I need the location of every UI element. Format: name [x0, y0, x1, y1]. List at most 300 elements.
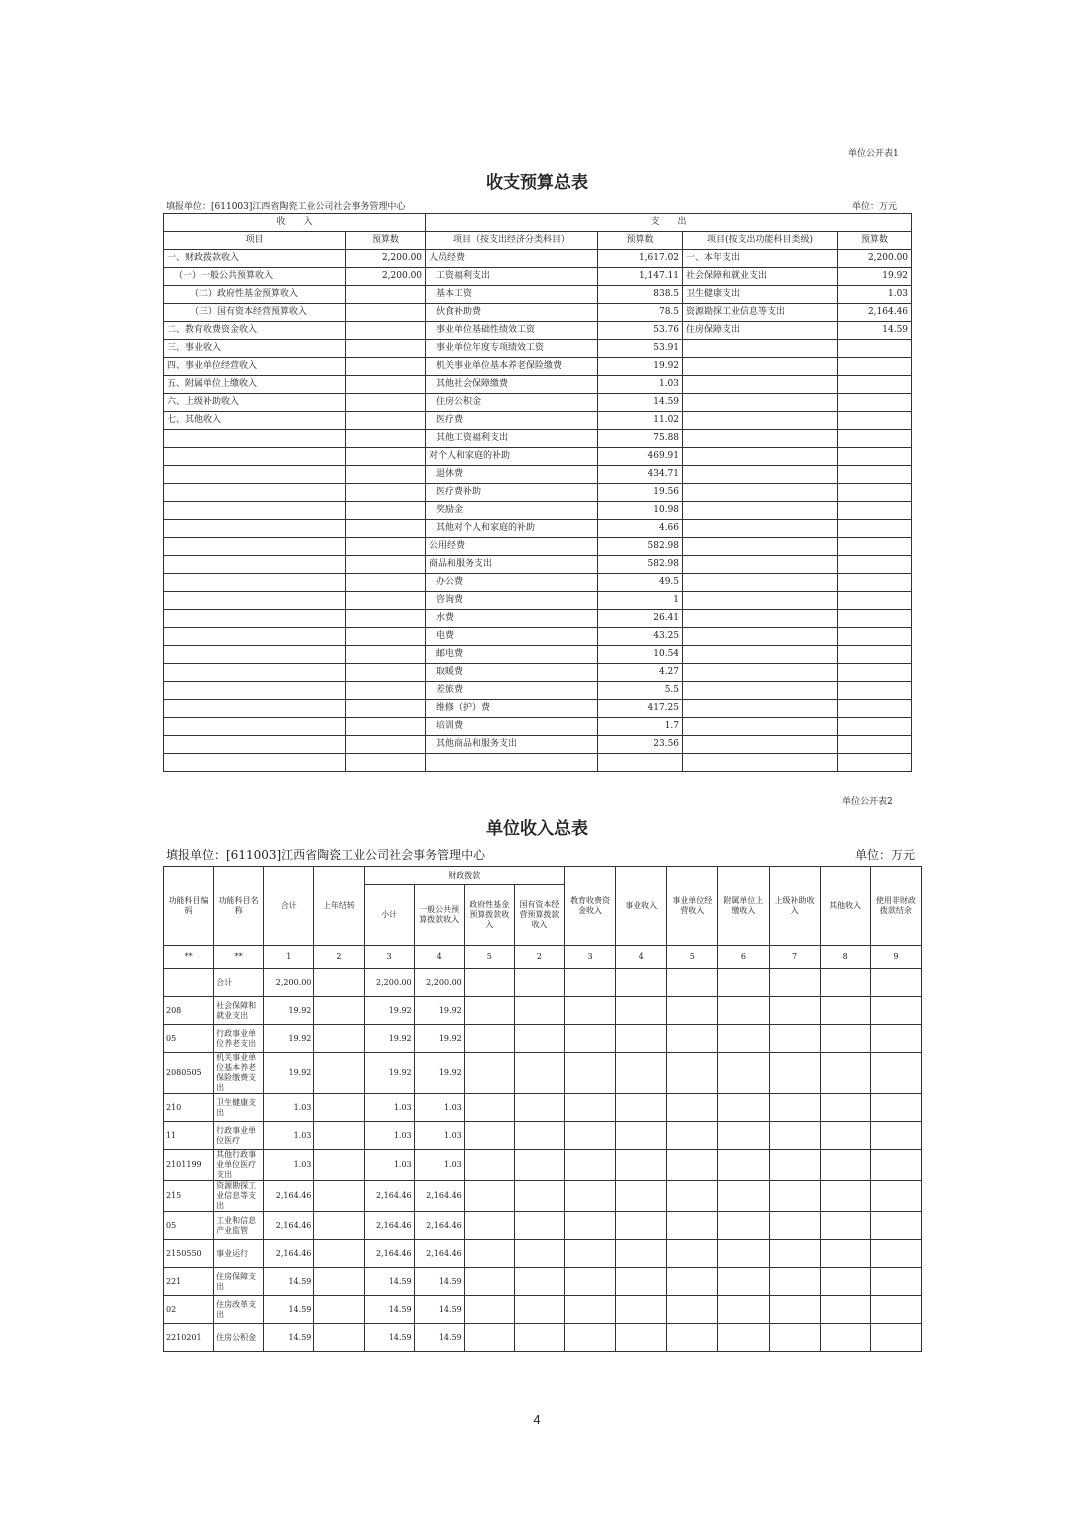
table-cell	[164, 628, 346, 646]
index-row	[164, 946, 922, 969]
table-cell: 10.54	[598, 646, 683, 664]
table-cell	[820, 1053, 870, 1094]
table-cell	[346, 466, 426, 484]
table-cell	[616, 1296, 667, 1324]
table-cell: 一、财政拨款收入	[164, 250, 346, 268]
table-cell: 23.56	[598, 736, 683, 754]
table-cell	[718, 1150, 769, 1181]
table-cell	[346, 610, 426, 628]
table-cell	[838, 466, 912, 484]
table-cell	[870, 969, 921, 997]
table-cell	[683, 736, 838, 754]
col-header: 项目(按支出功能科目类级)	[683, 232, 838, 250]
table-cell	[616, 1324, 667, 1352]
table2-unit: 单位：万元	[855, 848, 916, 862]
table-cell: 邮电费	[426, 646, 598, 664]
table-cell	[838, 754, 912, 772]
table-cell	[565, 1212, 616, 1240]
table-cell	[346, 304, 426, 322]
table-cell	[565, 1324, 616, 1352]
table-cell	[769, 1296, 820, 1324]
table-cell	[314, 1296, 364, 1324]
index-cell: **	[214, 946, 264, 969]
table-cell: 02	[164, 1296, 214, 1324]
table-cell	[820, 1240, 870, 1268]
table-cell	[838, 628, 912, 646]
table-cell	[346, 286, 426, 304]
table-cell	[838, 520, 912, 538]
table-row	[164, 430, 912, 448]
table-cell: 资源勘探工业信息等支出	[214, 1181, 264, 1212]
table-cell	[838, 412, 912, 430]
table-row	[164, 484, 912, 502]
table-cell	[346, 448, 426, 466]
table-cell: 三、事业收入	[164, 340, 346, 358]
col-header: 政府性基金预算拨款收入	[464, 885, 514, 946]
table-cell: 4.27	[598, 664, 683, 682]
table-cell	[683, 466, 838, 484]
table-cell: 行政事业单位医疗	[214, 1122, 264, 1150]
table-cell	[346, 574, 426, 592]
table-cell: 19.56	[598, 484, 683, 502]
table-cell	[870, 1240, 921, 1268]
table-cell	[164, 466, 346, 484]
table-cell	[870, 1025, 921, 1053]
table-cell: 咨询费	[426, 592, 598, 610]
group-header: 财政拨款	[364, 867, 565, 885]
table-cell	[838, 556, 912, 574]
table-cell	[667, 1025, 718, 1053]
table-cell	[838, 682, 912, 700]
index-cell: 2	[514, 946, 564, 969]
table-cell	[667, 1094, 718, 1122]
table-cell: 2,164.46	[838, 304, 912, 322]
table-cell	[718, 1025, 769, 1053]
table-cell	[346, 484, 426, 502]
table2-label: 单位公开表2	[842, 797, 893, 807]
table-cell: 2,200.00	[346, 250, 426, 268]
table-cell	[838, 592, 912, 610]
table-cell	[683, 754, 838, 772]
table-row	[164, 358, 912, 376]
table-cell: 19.92	[364, 1053, 414, 1094]
table-cell: 26.41	[598, 610, 683, 628]
table-cell	[820, 1296, 870, 1324]
table-cell	[870, 997, 921, 1025]
table-cell: 2,164.46	[264, 1240, 314, 1268]
table-cell	[683, 718, 838, 736]
table-cell: 1,147.11	[598, 268, 683, 286]
col-header: 使用非财政拨款结余	[870, 867, 921, 946]
table-cell	[667, 1150, 718, 1181]
col-header: 项目（按支出经济分类科目）	[426, 232, 598, 250]
table-cell: 合计	[214, 969, 264, 997]
index-cell: 3	[364, 946, 414, 969]
table-row	[164, 1122, 922, 1150]
table-cell: 医疗费补助	[426, 484, 598, 502]
table-cell: 582.98	[598, 556, 683, 574]
table-cell	[769, 1025, 820, 1053]
index-cell: 5	[464, 946, 514, 969]
table-cell	[616, 1025, 667, 1053]
table-cell	[616, 1094, 667, 1122]
table-cell	[346, 358, 426, 376]
table-cell	[164, 682, 346, 700]
table-cell	[314, 969, 364, 997]
table-cell	[464, 1053, 514, 1094]
table-cell: 基本工资	[426, 286, 598, 304]
table-cell	[464, 1150, 514, 1181]
table-cell	[683, 502, 838, 520]
table-cell	[870, 1268, 921, 1296]
table-cell: 4.66	[598, 520, 683, 538]
table-cell	[314, 1212, 364, 1240]
table-cell	[769, 1094, 820, 1122]
table-cell: 工资福利支出	[426, 268, 598, 286]
table-cell	[769, 1150, 820, 1181]
table-cell: 78.5	[598, 304, 683, 322]
table-cell	[683, 682, 838, 700]
table-cell	[426, 754, 598, 772]
table-cell	[464, 1212, 514, 1240]
index-cell: 1	[264, 946, 314, 969]
col-header: 事业收入	[616, 867, 667, 946]
table-cell	[838, 394, 912, 412]
index-cell: 8	[820, 946, 870, 969]
table-row	[164, 1150, 922, 1181]
col-header: 预算数	[838, 232, 912, 250]
table1-title: 收支预算总表	[486, 173, 588, 193]
table-cell	[346, 502, 426, 520]
table-cell	[769, 1324, 820, 1352]
table-cell	[838, 430, 912, 448]
table-cell	[838, 502, 912, 520]
table-cell: 住房保障支出	[214, 1268, 264, 1296]
table-cell: 社会保障和就业支出	[683, 268, 838, 286]
table-row	[164, 556, 912, 574]
table-cell: 住房保障支出	[683, 322, 838, 340]
table-cell: 14.59	[364, 1296, 414, 1324]
table-cell	[514, 997, 564, 1025]
table-cell: 2,164.46	[364, 1212, 414, 1240]
table-cell: 工业和信息产业监管	[214, 1212, 264, 1240]
table-row	[164, 1181, 922, 1212]
table2-title: 单位收入总表	[486, 819, 588, 839]
table-cell	[870, 1181, 921, 1212]
table-cell: 伙食补助费	[426, 304, 598, 322]
index-cell: 5	[667, 946, 718, 969]
table-cell: 2,164.46	[264, 1181, 314, 1212]
table-cell	[346, 376, 426, 394]
table-cell	[514, 1324, 564, 1352]
table-cell: 取暖费	[426, 664, 598, 682]
table-cell	[769, 1181, 820, 1212]
table-cell: 七、其他收入	[164, 412, 346, 430]
table-cell: 2,200.00	[838, 250, 912, 268]
table-cell	[514, 1053, 564, 1094]
table-cell: 1.03	[414, 1094, 464, 1122]
table-cell: 行政事业单位养老支出	[214, 1025, 264, 1053]
table-cell	[683, 484, 838, 502]
table-row	[164, 268, 912, 286]
table-cell: 卫生健康支出	[214, 1094, 264, 1122]
table-cell	[346, 340, 426, 358]
table-cell	[314, 1053, 364, 1094]
income-summary-table	[163, 866, 922, 1352]
table-row	[164, 1053, 922, 1094]
table-row	[164, 646, 912, 664]
table-cell	[314, 1150, 364, 1181]
table-cell	[820, 1094, 870, 1122]
budget-summary-table	[163, 213, 912, 772]
table-cell	[164, 736, 346, 754]
table-cell: 2080505	[164, 1053, 214, 1094]
table-cell	[514, 1150, 564, 1181]
table-cell: 二、教育收费资金收入	[164, 322, 346, 340]
table-cell: 住房改革支出	[214, 1296, 264, 1324]
table-cell	[565, 1025, 616, 1053]
table-cell	[838, 448, 912, 466]
table-cell	[514, 1122, 564, 1150]
table-cell	[346, 412, 426, 430]
table-cell	[346, 430, 426, 448]
table-cell: 19.92	[838, 268, 912, 286]
table-cell: 办公费	[426, 574, 598, 592]
table-cell	[464, 1122, 514, 1150]
table-cell	[683, 394, 838, 412]
table-cell: 其他商品和服务支出	[426, 736, 598, 754]
table-cell	[667, 1324, 718, 1352]
table-cell	[683, 376, 838, 394]
table-cell: 19.92	[264, 997, 314, 1025]
index-cell: **	[164, 946, 214, 969]
table-cell	[683, 412, 838, 430]
table-row	[164, 1094, 922, 1122]
col-header: 上级补助收入	[769, 867, 820, 946]
table-cell	[769, 1053, 820, 1094]
table-cell	[565, 1150, 616, 1181]
table-cell	[164, 592, 346, 610]
table-cell: （一）一般公共预算收入	[164, 268, 346, 286]
table-cell	[616, 1240, 667, 1268]
table-cell	[683, 646, 838, 664]
table-cell: 1.03	[264, 1094, 314, 1122]
table-cell	[870, 1094, 921, 1122]
table-row	[164, 322, 912, 340]
table-cell	[838, 484, 912, 502]
table-cell	[820, 1122, 870, 1150]
col-header: 教育收费资金收入	[565, 867, 616, 946]
table-cell	[164, 664, 346, 682]
table-row	[164, 340, 912, 358]
table-cell: 商品和服务支出	[426, 556, 598, 574]
col-header: 功能科目名称	[214, 867, 264, 946]
table-cell	[769, 997, 820, 1025]
table-cell	[616, 1150, 667, 1181]
table-cell: 14.59	[264, 1324, 314, 1352]
table-cell	[838, 340, 912, 358]
table-row	[164, 610, 912, 628]
table-row	[164, 718, 912, 736]
table-row	[164, 997, 922, 1025]
table-cell	[683, 538, 838, 556]
table-cell	[314, 1181, 364, 1212]
table-cell	[464, 1324, 514, 1352]
table-cell	[683, 592, 838, 610]
table-cell	[667, 1240, 718, 1268]
table-cell: 1.03	[264, 1122, 314, 1150]
table-cell	[820, 969, 870, 997]
table-cell	[164, 646, 346, 664]
table-cell	[683, 520, 838, 538]
table-cell	[667, 1181, 718, 1212]
table-cell	[314, 1025, 364, 1053]
table-cell: （三）国有资本经营预算收入	[164, 304, 346, 322]
table-cell	[565, 997, 616, 1025]
index-cell: 4	[616, 946, 667, 969]
table-cell: 221	[164, 1268, 214, 1296]
table-cell	[346, 538, 426, 556]
table-cell	[314, 1122, 364, 1150]
table-cell: 六、上级补助收入	[164, 394, 346, 412]
table-cell: 19.92	[264, 1025, 314, 1053]
table-cell: 14.59	[264, 1268, 314, 1296]
col-header: 预算数	[346, 232, 426, 250]
table-cell	[565, 1053, 616, 1094]
table-cell	[820, 997, 870, 1025]
table-cell: 2,164.46	[414, 1240, 464, 1268]
table-cell	[683, 610, 838, 628]
table-row	[164, 574, 912, 592]
table-cell	[514, 969, 564, 997]
col-header: 其他收入	[820, 867, 870, 946]
table-cell	[683, 340, 838, 358]
table-cell	[314, 997, 364, 1025]
table-cell	[718, 1240, 769, 1268]
table-cell: 434.71	[598, 466, 683, 484]
table-row	[164, 394, 912, 412]
table-row	[164, 1025, 922, 1053]
table-cell	[314, 1094, 364, 1122]
table-cell	[514, 1025, 564, 1053]
table-cell	[164, 610, 346, 628]
page-number: 4	[533, 1412, 541, 1427]
table-cell: 差旅费	[426, 682, 598, 700]
table-cell: 医疗费	[426, 412, 598, 430]
table-cell	[346, 322, 426, 340]
table-row	[164, 1268, 922, 1296]
table-cell	[565, 969, 616, 997]
table-cell	[820, 1324, 870, 1352]
table-cell	[870, 1122, 921, 1150]
table-cell: 19.92	[264, 1053, 314, 1094]
table-cell	[164, 718, 346, 736]
table-cell	[514, 1296, 564, 1324]
table-cell	[346, 592, 426, 610]
table-cell: 2,200.00	[364, 969, 414, 997]
table-cell: 事业单位年度专项绩效工资	[426, 340, 598, 358]
table-cell: 19.92	[598, 358, 683, 376]
table-cell: 事业单位基础性绩效工资	[426, 322, 598, 340]
table-cell	[820, 1181, 870, 1212]
table-cell	[565, 1268, 616, 1296]
table-cell: 机关事业单位基本养老保险缴费支出	[214, 1053, 264, 1094]
table-cell	[683, 448, 838, 466]
table-cell: 14.59	[598, 394, 683, 412]
table-cell: 1.03	[414, 1122, 464, 1150]
table-cell: 其他工资福利支出	[426, 430, 598, 448]
table-cell	[346, 628, 426, 646]
table-cell: 469.91	[598, 448, 683, 466]
table-row	[164, 502, 912, 520]
table-cell	[718, 1053, 769, 1094]
table-cell: 43.25	[598, 628, 683, 646]
table-cell: 维修（护）费	[426, 700, 598, 718]
table-cell	[683, 664, 838, 682]
table-cell: 电费	[426, 628, 598, 646]
table-cell	[838, 358, 912, 376]
table2-unit-name: 填报单位：[611003]江西省陶瓷工业公司社会事务管理中心	[166, 848, 486, 862]
table-cell: 1.03	[598, 376, 683, 394]
col-header: 预算数	[598, 232, 683, 250]
table-row	[164, 286, 912, 304]
table-row	[164, 969, 922, 997]
table-cell	[683, 556, 838, 574]
table-cell	[346, 646, 426, 664]
table-cell: 19.92	[364, 1025, 414, 1053]
table-cell: 2,164.46	[414, 1181, 464, 1212]
table-cell: 1.03	[364, 1150, 414, 1181]
table-cell	[769, 969, 820, 997]
table-cell	[683, 628, 838, 646]
table-cell	[598, 754, 683, 772]
table-cell	[164, 754, 346, 772]
table-row	[164, 682, 912, 700]
index-cell: 7	[769, 946, 820, 969]
table-cell: 2101199	[164, 1150, 214, 1181]
table-cell	[464, 1268, 514, 1296]
table-cell	[683, 430, 838, 448]
table-cell: 退休费	[426, 466, 598, 484]
table-cell	[667, 1122, 718, 1150]
table-cell	[870, 1324, 921, 1352]
table-cell	[769, 1122, 820, 1150]
table-cell: 19.92	[414, 997, 464, 1025]
table-cell	[667, 997, 718, 1025]
table-row	[164, 1296, 922, 1324]
table-cell	[838, 700, 912, 718]
table-cell: 2,164.46	[414, 1212, 464, 1240]
table-cell	[464, 969, 514, 997]
col-header: 事业单位经营收入	[667, 867, 718, 946]
table-cell	[346, 664, 426, 682]
table-cell: 2,200.00	[346, 268, 426, 286]
table1-unit: 单位：万元	[852, 202, 898, 212]
table-row	[164, 250, 912, 268]
table-cell: 人员经费	[426, 250, 598, 268]
table-cell	[565, 1240, 616, 1268]
table-cell	[565, 1094, 616, 1122]
table-cell	[667, 969, 718, 997]
table-row	[164, 412, 912, 430]
table-cell	[464, 1240, 514, 1268]
table-cell	[464, 997, 514, 1025]
table-cell	[870, 1150, 921, 1181]
table-cell: 机关事业单位基本养老保险缴费	[426, 358, 598, 376]
table-cell	[838, 538, 912, 556]
table-cell: 19.92	[364, 997, 414, 1025]
table-cell: 公用经费	[426, 538, 598, 556]
